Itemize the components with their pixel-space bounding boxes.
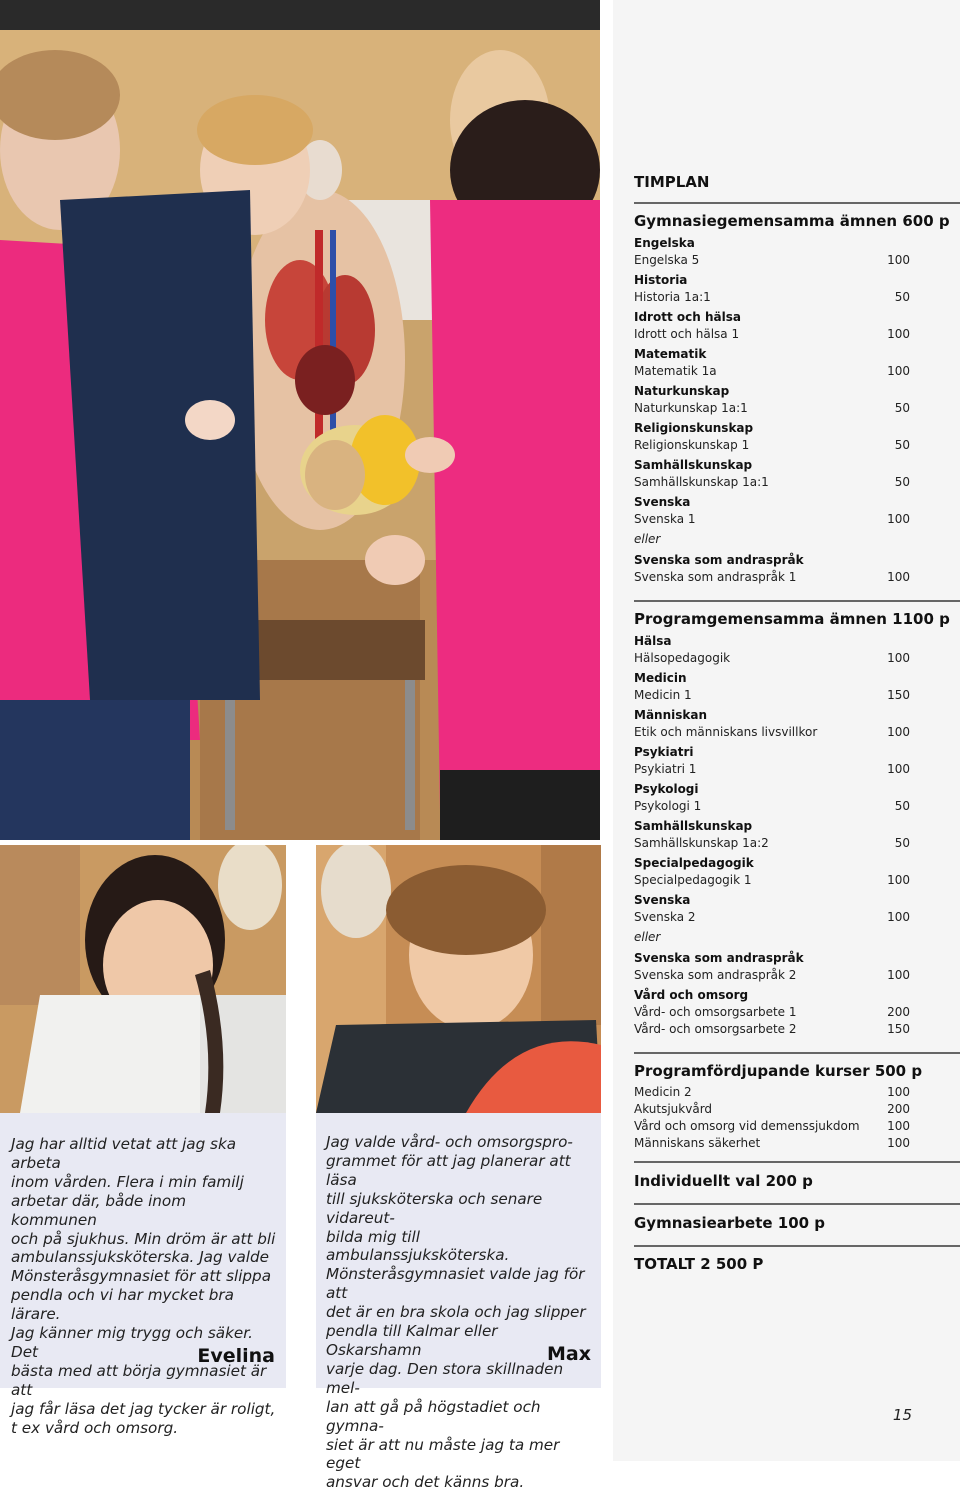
course-points: 100: [887, 1085, 910, 1099]
course-row: [634, 762, 910, 782]
course-row: [634, 327, 910, 347]
course-row: [634, 651, 910, 671]
subject-name: Svenska: [634, 495, 691, 509]
course-points: 100: [887, 968, 910, 982]
course-row: [634, 290, 910, 310]
section-programfordjupande-heading: Programfördjupande kurser 500 p: [634, 1062, 923, 1080]
divider: [634, 1052, 960, 1054]
subject-name: Svenska: [634, 893, 691, 907]
subject-name: Religionskunskap: [634, 421, 754, 435]
individuellt-val: Individuellt val 200 p: [634, 1172, 813, 1190]
subject-name: Människan: [634, 708, 708, 722]
course-name: Hälsopedagogik: [634, 651, 731, 665]
subject-name: Idrott och hälsa: [634, 310, 741, 324]
course-name: Psykologi 1: [634, 799, 702, 813]
divider: [634, 600, 960, 602]
course-name: Svenska 1: [634, 512, 696, 526]
subject-name: Historia: [634, 273, 688, 287]
subject-name: Samhällskunskap: [634, 458, 753, 472]
course-row: [634, 873, 910, 893]
timplan-title: TIMPLAN: [634, 173, 710, 191]
divider: [634, 1203, 960, 1205]
course-points: 100: [887, 570, 910, 584]
course-row: [634, 364, 910, 384]
course-row: [634, 725, 910, 745]
photo-evelina: [0, 845, 286, 1113]
course-name: Akutsjukvård: [634, 1102, 713, 1116]
course-name: Naturkunskap 1a:1: [634, 401, 748, 415]
course-points: 100: [887, 253, 910, 267]
course-row: [634, 688, 910, 708]
course-points: 100: [887, 762, 910, 776]
gymnasiegemensamma-list: [634, 236, 960, 590]
gymnasiearbete: Gymnasiearbete 100 p: [634, 1214, 826, 1232]
course-row: [634, 1022, 910, 1039]
quote-evelina: [0, 1113, 286, 1437]
course-name: Psykiatri 1: [634, 762, 697, 776]
course-row: [634, 910, 910, 930]
divider: [634, 1245, 960, 1247]
course-points: 150: [887, 1022, 910, 1036]
course-name: Samhällskunskap 1a:2: [634, 836, 769, 850]
course-row: [634, 799, 910, 819]
subject-name: Psykologi: [634, 782, 699, 796]
section-gymnasiegemensamma-heading: Gymnasiegemensamma ämnen 600 p: [634, 212, 950, 230]
eller-label: eller: [634, 532, 661, 546]
course-name: Svenska som andraspråk 2: [634, 968, 797, 982]
course-row: [634, 1136, 910, 1153]
course-points: 50: [894, 290, 910, 304]
course-row: [634, 836, 910, 856]
course-points: 200: [887, 1102, 910, 1116]
course-points: 100: [887, 327, 910, 341]
divider: [634, 202, 960, 204]
subject-name: Svenska som andraspråk: [634, 553, 804, 567]
course-name: Historia 1a:1: [634, 290, 711, 304]
course-name: Matematik 1a: [634, 364, 717, 378]
course-row: [634, 401, 910, 421]
course-name: Engelska 5: [634, 253, 700, 267]
subject-name: Matematik: [634, 347, 707, 361]
course-row: [634, 475, 910, 495]
quote-evelina-text: Jag har alltid vetat att jag ska arbeta inom vården. Flera i min familj arbetar där, både inom kommunen och på sjukhus. Min dröm är att bli ambulanssjuksköterska. Jag valde Mönsteråsgymnasiet för att slippa pendla och vi har mycket bra lärare. Jag känner mig trygg och säker. Det bästa med att börja gymnasiet är att jag får läsa det jag tycker är roligt, t ex vård och omsorg.: [11, 1135, 276, 1437]
course-name: Vård- och omsorgsarbete 2: [634, 1022, 797, 1036]
course-points: 100: [887, 910, 910, 924]
course-points: 100: [887, 512, 910, 526]
subject-name: Hälsa: [634, 634, 672, 648]
programfordjupande-list: [634, 1085, 960, 1153]
course-row: [634, 968, 910, 988]
course-row: [634, 1119, 910, 1136]
course-row: [634, 512, 910, 532]
subject-name: Psykiatri: [634, 745, 694, 759]
course-points: 50: [894, 799, 910, 813]
course-name: Religionskunskap 1: [634, 438, 750, 452]
course-points: 50: [894, 836, 910, 850]
course-points: 100: [887, 364, 910, 378]
course-points: 50: [894, 475, 910, 489]
course-row: [634, 1102, 910, 1119]
subject-name: Engelska: [634, 236, 695, 250]
subject-name: Medicin: [634, 671, 687, 685]
course-name: Specialpedagogik 1: [634, 873, 752, 887]
course-points: 100: [887, 651, 910, 665]
course-name: Idrott och hälsa 1: [634, 327, 740, 341]
photo-max: [316, 845, 601, 1113]
course-row: [634, 253, 910, 273]
course-points: 200: [887, 1005, 910, 1019]
quote-max-name: Max: [547, 1343, 591, 1365]
course-row: [634, 570, 910, 590]
course-name: Medicin 2: [634, 1085, 692, 1099]
course-name: Medicin 1: [634, 688, 692, 702]
subject-name: Vård och omsorg: [634, 988, 749, 1002]
subject-name: Naturkunskap: [634, 384, 730, 398]
totalt: TOTALT 2 500 P: [634, 1255, 764, 1273]
course-points: 100: [887, 1136, 910, 1150]
course-row: [634, 438, 910, 458]
course-points: 50: [894, 401, 910, 415]
course-points: 150: [887, 688, 910, 702]
page-number: 15: [892, 1406, 912, 1424]
course-points: 100: [887, 1119, 910, 1133]
course-row: [634, 1005, 910, 1022]
course-name: Människans säkerhet: [634, 1136, 761, 1150]
course-row: [634, 1085, 910, 1102]
subject-name: Svenska som andraspråk: [634, 951, 804, 965]
course-points: 50: [894, 438, 910, 452]
divider: [634, 1161, 960, 1163]
section-programgemensamma-heading: Programgemensamma ämnen 1100 p: [634, 610, 950, 628]
quote-max-text: Jag valde vård- och omsorgspro- grammet för att jag planerar att läsa till sjuksköterska och senare vidareut- bilda mig till ambulanssjuksköterska. Mönsteråsgymnasiet valde jag för att det är en bra skola och jag slipper pendla till Kalmar eller Oskarshamn varje dag. Den stora skillnaden mel- lan att gå på högstadiet och gymna- siet är att nu måste jag ta mer eget ansvar och det känns bra.: [326, 1133, 586, 1492]
quote-max: [316, 1113, 601, 1492]
programgemensamma-list: [634, 634, 960, 1039]
course-name: Samhällskunskap 1a:1: [634, 475, 769, 489]
subject-name: Samhällskunskap: [634, 819, 753, 833]
course-name: Vård- och omsorgsarbete 1: [634, 1005, 797, 1019]
course-name: Vård och omsorg vid demenssjukdom: [634, 1119, 860, 1133]
course-name: Svenska 2: [634, 910, 696, 924]
quote-evelina-name: Evelina: [197, 1345, 275, 1367]
course-name: Etik och människans livsvillkor: [634, 725, 818, 739]
subject-name: Specialpedagogik: [634, 856, 754, 870]
course-points: 100: [887, 725, 910, 739]
main-photo-students-anatomy-model: [0, 0, 600, 840]
course-name: Svenska som andraspråk 1: [634, 570, 797, 584]
course-points: 100: [887, 873, 910, 887]
eller-label: eller: [634, 930, 661, 944]
